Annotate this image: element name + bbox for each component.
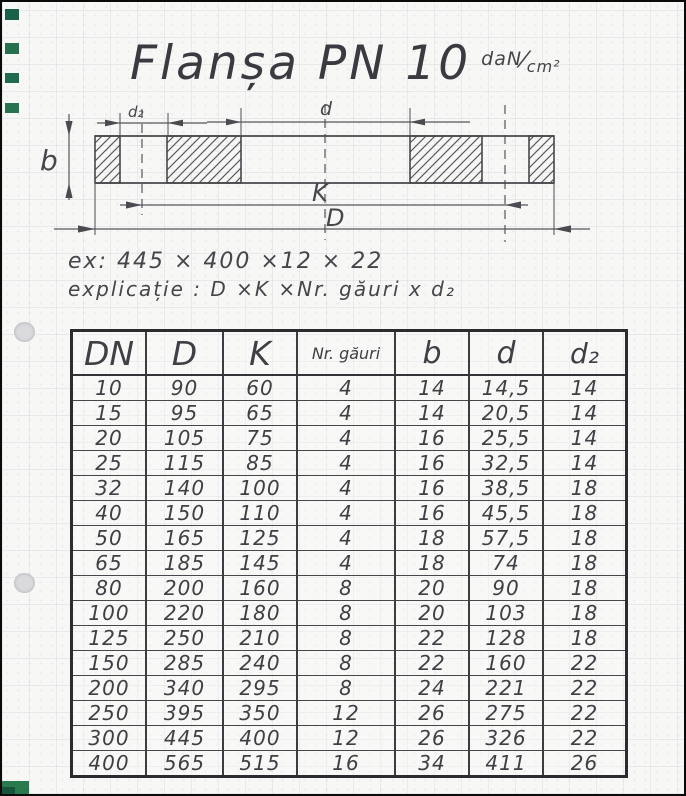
table-cell: 14 — [395, 401, 469, 426]
unit-denominator: cm² — [526, 57, 561, 76]
table-cell: 14 — [543, 401, 627, 426]
table-cell: 50 — [72, 526, 147, 551]
table-cell: 221 — [469, 676, 543, 701]
table-row — [72, 551, 627, 576]
table-cell: 8 — [297, 651, 395, 676]
hole-punch-mark — [14, 573, 35, 593]
table-cell: 395 — [146, 701, 223, 726]
table-cell: 128 — [469, 626, 543, 651]
table-cell: 38,5 — [469, 476, 543, 501]
table-row — [72, 701, 627, 726]
table-cell: 26 — [395, 701, 469, 726]
table-cell: 160 — [469, 651, 543, 676]
table-cell: 250 — [72, 701, 147, 726]
table-cell: 26 — [395, 726, 469, 751]
table-cell: 8 — [297, 601, 395, 626]
unit-numerator: daN — [481, 48, 523, 70]
table-cell: 200 — [72, 676, 147, 701]
table-cell: 515 — [223, 751, 297, 777]
table-cell: 145 — [223, 551, 297, 576]
table-cell: 150 — [72, 651, 147, 676]
column-header: D — [146, 331, 223, 376]
table-cell: 140 — [146, 476, 223, 501]
flange-cross-section-drawing — [2, 2, 686, 262]
table-cell: 40 — [72, 501, 147, 526]
column-header: b — [395, 331, 469, 376]
table-cell: 275 — [469, 701, 543, 726]
dimension-d2 — [97, 103, 207, 126]
table-cell: 8 — [297, 626, 395, 651]
table-cell: 400 — [223, 726, 297, 751]
table-cell: 445 — [146, 726, 223, 751]
table-cell: 16 — [395, 426, 469, 451]
table-cell: 200 — [146, 576, 223, 601]
table-cell: 115 — [146, 451, 223, 476]
table-cell: 4 — [297, 401, 395, 426]
table-cell: 160 — [223, 576, 297, 601]
table-cell: 65 — [72, 551, 147, 576]
table-row — [72, 426, 627, 451]
table-cell: 400 — [72, 751, 147, 777]
table-row — [72, 676, 627, 701]
table-cell: 65 — [223, 401, 297, 426]
table-cell: 340 — [146, 676, 223, 701]
table-cell: 90 — [469, 576, 543, 601]
table-cell: 16 — [297, 751, 395, 777]
table-cell: 326 — [469, 726, 543, 751]
table-cell: 20,5 — [469, 401, 543, 426]
table-header-row — [72, 331, 627, 376]
table-cell: 4 — [297, 426, 395, 451]
table-cell: 22 — [543, 701, 627, 726]
table-cell: 18 — [543, 576, 627, 601]
hole-punch-mark — [14, 322, 35, 342]
table-row — [72, 576, 627, 601]
table-cell: 18 — [395, 526, 469, 551]
table-cell: 12 — [297, 726, 395, 751]
table-cell: 18 — [395, 551, 469, 576]
table-cell: 18 — [543, 551, 627, 576]
table-row — [72, 651, 627, 676]
table-cell: 16 — [395, 476, 469, 501]
table-cell: 125 — [223, 526, 297, 551]
table-cell: 14 — [543, 375, 627, 401]
table-cell: 22 — [543, 726, 627, 751]
label-k: K — [312, 179, 328, 207]
table-cell: 15 — [72, 401, 147, 426]
table-cell: 18 — [543, 626, 627, 651]
label-b: b — [40, 144, 58, 177]
table-cell: 45,5 — [469, 501, 543, 526]
table-cell: 74 — [469, 551, 543, 576]
table-cell: 105 — [146, 426, 223, 451]
table-cell: 80 — [72, 576, 147, 601]
table-body — [72, 375, 627, 777]
title-text: Flanșa PN 10 — [130, 36, 472, 91]
table-cell: 14,5 — [469, 375, 543, 401]
table-row — [72, 501, 627, 526]
table-cell: 180 — [223, 601, 297, 626]
table-row — [72, 451, 627, 476]
table-cell: 4 — [297, 551, 395, 576]
column-header: Nr. găuri — [297, 331, 395, 376]
scanner-corner-mark-dark — [2, 787, 15, 794]
table-row — [72, 375, 627, 401]
table-row — [72, 751, 627, 777]
table-cell: 20 — [395, 601, 469, 626]
table-cell: 4 — [297, 476, 395, 501]
table-cell: 100 — [72, 601, 147, 626]
flange-body — [95, 136, 554, 183]
table-cell: 25,5 — [469, 426, 543, 451]
example-line: ex: 445 × 400 ×12 × 22 — [68, 249, 384, 274]
table-cell: 26 — [570, 751, 599, 775]
table-cell: 4 — [297, 375, 395, 401]
table-cell: 22 — [543, 651, 627, 676]
column-header: d — [469, 331, 543, 376]
table-cell: 95 — [146, 401, 223, 426]
table-cell: 411 — [469, 751, 543, 777]
column-header: K — [223, 331, 297, 376]
table-cell: 210 — [223, 626, 297, 651]
table-row — [72, 526, 627, 551]
table-cell: 300 — [72, 726, 147, 751]
table-cell: 85 — [223, 451, 297, 476]
table-cell: 14 — [395, 375, 469, 401]
table-cell: 90 — [146, 375, 223, 401]
table-cell: 75 — [223, 426, 297, 451]
table-row — [72, 726, 627, 751]
table-cell: 24 — [395, 676, 469, 701]
table-cell: 240 — [223, 651, 297, 676]
table-cell: 16 — [395, 501, 469, 526]
table-cell: 14 — [543, 426, 627, 451]
table-cell: 20 — [395, 576, 469, 601]
table-cell: 18 — [543, 476, 627, 501]
table-cell: 22 — [395, 626, 469, 651]
table-row — [72, 476, 627, 501]
label-d2: d₂ — [128, 103, 144, 121]
table-cell: 4 — [297, 526, 395, 551]
table-cell: 4 — [297, 501, 395, 526]
table-cell: 125 — [72, 626, 147, 651]
table-cell: 103 — [469, 601, 543, 626]
dimension-b — [40, 114, 73, 200]
table-cell: 110 — [223, 501, 297, 526]
table-cell: 25 — [72, 451, 147, 476]
label-D: D — [326, 204, 345, 232]
table-cell: 10 — [72, 375, 147, 401]
column-header: DN — [72, 331, 147, 376]
table-cell: 295 — [223, 676, 297, 701]
table-row — [72, 401, 627, 426]
dimension-d — [207, 98, 470, 125]
table-cell: 150 — [146, 501, 223, 526]
table-row — [72, 601, 627, 626]
table-cell: 12 — [297, 701, 395, 726]
table-cell: 34 — [395, 751, 469, 777]
unit-slash: ⁄ — [522, 48, 527, 73]
flange-dimensions-table — [70, 329, 628, 778]
table-cell: 22 — [543, 676, 627, 701]
legend-line: explicație : D ×K ×Nr. găuri x d₂ — [68, 277, 456, 301]
table-cell: 250 — [146, 626, 223, 651]
table-cell: 22 — [395, 651, 469, 676]
table-cell: 8 — [297, 676, 395, 701]
table-cell: 8 — [297, 576, 395, 601]
table-cell: 285 — [146, 651, 223, 676]
table-cell: 32,5 — [469, 451, 543, 476]
table-cell: 565 — [146, 751, 223, 777]
table-cell: 220 — [146, 601, 223, 626]
table-cell: 16 — [395, 451, 469, 476]
label-d: d — [320, 98, 333, 120]
table-cell: 185 — [146, 551, 223, 576]
table-row — [72, 626, 627, 651]
table-cell: 32 — [72, 476, 147, 501]
table-cell: 18 — [543, 501, 627, 526]
table-cell: 14 — [543, 451, 627, 476]
table-cell: 165 — [146, 526, 223, 551]
table-cell: 18 — [543, 601, 627, 626]
table-cell: 4 — [297, 451, 395, 476]
table-cell: 60 — [223, 375, 297, 401]
table-cell: 18 — [543, 526, 627, 551]
table-cell: 20 — [72, 426, 147, 451]
table-cell: 100 — [223, 476, 297, 501]
table-cell: 350 — [223, 701, 297, 726]
table-head — [72, 331, 627, 376]
column-header: d₂ — [543, 331, 627, 376]
dimension-D — [54, 204, 590, 233]
table-cell: 57,5 — [469, 526, 543, 551]
